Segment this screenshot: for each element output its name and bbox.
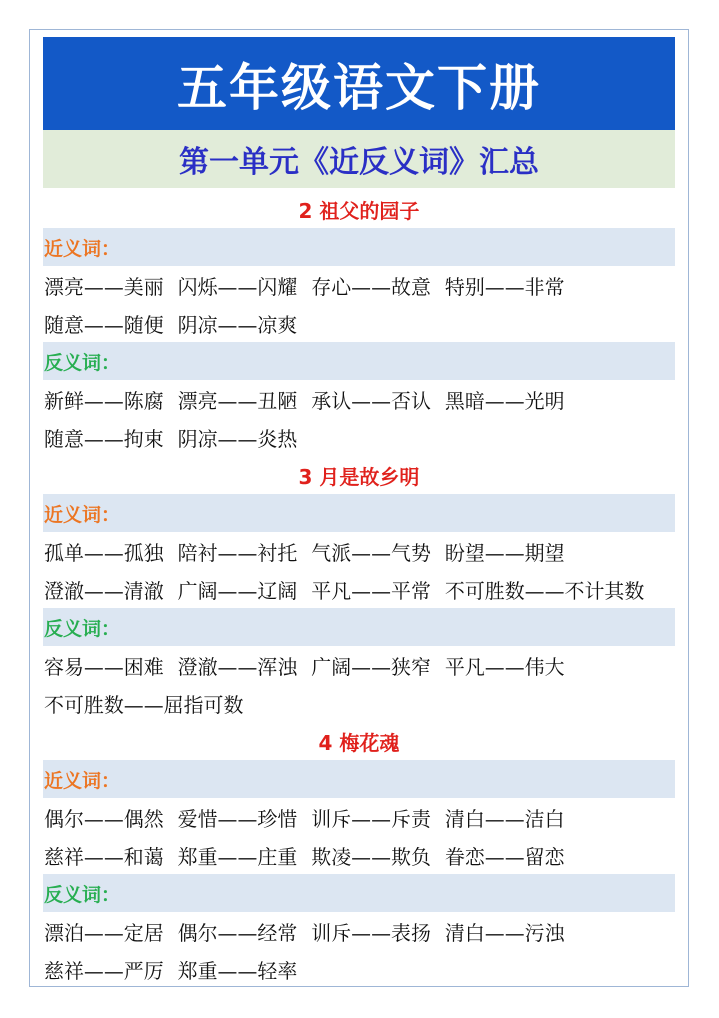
word-pair-row	[43, 380, 675, 418]
word-pair: 郑重——庄重	[177, 844, 298, 869]
word-pair: 偶尔——偶然	[44, 806, 164, 831]
word-pair: 漂亮——丑陋	[177, 388, 298, 413]
word-pair: 阴凉——炎热	[177, 426, 298, 451]
word-pair: 清白——污浊	[444, 920, 565, 945]
word-pair: 澄澈——清澈	[44, 578, 164, 603]
word-pair: 慈祥——和蔼	[44, 844, 164, 869]
word-pair: 漂亮——美丽	[44, 274, 164, 299]
word-pair: 黑暗——光明	[444, 388, 565, 413]
word-pair: 欺凌——欺负	[311, 844, 431, 869]
lesson-title: 2 祖父的园子	[298, 198, 420, 223]
word-pair-row	[43, 836, 675, 874]
word-pair-row	[43, 418, 675, 456]
word-pair: 训斥——表扬	[311, 920, 431, 945]
word-pair: 气派——气势	[311, 540, 431, 565]
word-pair: 孤单——孤独	[44, 540, 164, 565]
page-title: 五年级语文下册	[177, 57, 541, 117]
word-pair-row	[43, 532, 675, 570]
word-pair: 广阔——辽阔	[177, 578, 298, 603]
word-pair-row	[43, 570, 675, 608]
word-pair-row	[43, 266, 675, 304]
word-pair: 郑重——轻率	[177, 958, 298, 983]
word-pair: 训斥——斥责	[311, 806, 431, 831]
synonym-label: 近义词：	[43, 760, 675, 798]
page-subtitle: 第一单元《近反义词》汇总	[179, 145, 539, 180]
word-pair: 特别——非常	[444, 274, 565, 299]
word-pair: 爱惜——珍惜	[177, 806, 298, 831]
word-pair-row	[43, 798, 675, 836]
word-pair: 平凡——伟大	[444, 654, 565, 679]
word-pair: 承认——否认	[311, 388, 431, 413]
word-pair: 眷恋——留恋	[444, 844, 565, 869]
word-pair: 新鲜——陈腐	[44, 388, 164, 413]
word-pair: 慈祥——严厉	[44, 958, 164, 983]
word-pair: 不可胜数——屈指可数	[44, 692, 244, 717]
lesson-title: 3 月是故乡明	[298, 464, 420, 489]
word-pair: 闪烁——闪耀	[177, 274, 298, 299]
synonym-label: 近义词：	[43, 494, 675, 532]
word-pair: 随意——随便	[44, 312, 164, 337]
word-pair-row	[43, 950, 675, 988]
title-banner	[43, 37, 675, 130]
word-pair-row	[43, 912, 675, 950]
word-pair: 阴凉——凉爽	[177, 312, 298, 337]
word-pair: 容易——困难	[44, 654, 164, 679]
word-pair-row	[43, 684, 675, 722]
antonym-label: 反义词：	[43, 342, 675, 380]
synonym-label: 近义词：	[43, 228, 675, 266]
word-pair: 漂泊——定居	[44, 920, 164, 945]
lesson-title: 4 梅花魂	[318, 730, 400, 755]
word-pair-row	[43, 304, 675, 342]
word-list	[43, 190, 675, 988]
subtitle-banner	[43, 130, 675, 188]
word-pair: 清白——洁白	[444, 806, 565, 831]
word-pair: 陪衬——衬托	[177, 540, 298, 565]
word-pair: 随意——拘束	[44, 426, 164, 451]
word-pair: 盼望——期望	[444, 540, 565, 565]
word-pair: 平凡——平常	[311, 578, 431, 603]
word-pair: 广阔——狭窄	[311, 654, 431, 679]
antonym-label: 反义词：	[43, 874, 675, 912]
word-pair: 澄澈——浑浊	[177, 654, 298, 679]
word-pair: 不可胜数——不计其数	[444, 578, 645, 603]
word-pair: 偶尔——经常	[177, 920, 298, 945]
word-pair: 存心——故意	[311, 274, 431, 299]
word-pair-row	[43, 646, 675, 684]
antonym-label: 反义词：	[43, 608, 675, 646]
